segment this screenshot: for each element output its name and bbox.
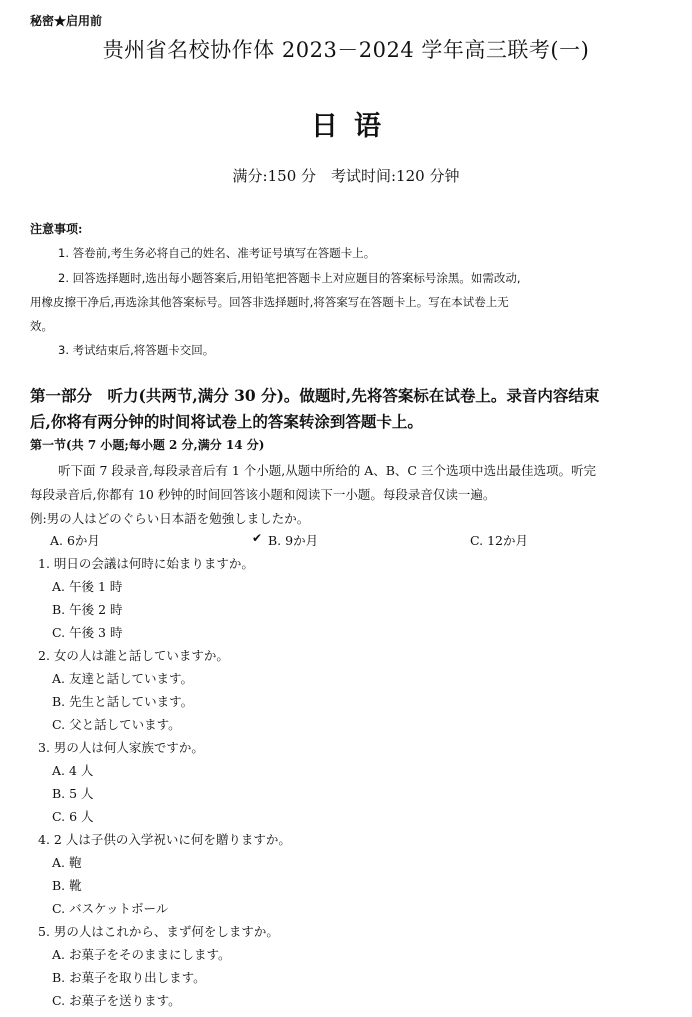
q5-option-c: C. お菓子を送ります。 bbox=[52, 993, 181, 1008]
q1-option-b: B. 午後 2 時 bbox=[52, 602, 123, 617]
q4-option-c: C. バスケットボール bbox=[52, 901, 169, 916]
example-option-a: A. 6か月 bbox=[50, 533, 100, 548]
q1-option-a: A. 午後 1 時 bbox=[52, 579, 123, 594]
instructions: 听下面 7 段录音,每段录音后有 1 个小题,从题中所给的 A、B、C 三个选项中选出最佳选项。听完 bbox=[58, 463, 596, 478]
q2-option-c: C. 父と話しています。 bbox=[52, 717, 181, 732]
note-line: 1. 答卷前,考生务必将自己的姓名、准考证号填写在答题卡上。 bbox=[58, 246, 376, 260]
secret-label: 秘密★启用前 bbox=[30, 14, 103, 28]
q4-option-a: A. 鞄 bbox=[52, 855, 82, 870]
note-line: 效。 bbox=[30, 319, 53, 333]
note-line: 3. 考试结束后,将答题卡交回。 bbox=[58, 343, 215, 357]
section1-heading: 第一节(共 7 小题;每小题 2 分,满分 14 分) bbox=[30, 438, 265, 452]
note-line: 2. 回答选择题时,选出每小题答案后,用铅笔把答题卡上对应题目的答案标号涂黑。如需改动, bbox=[58, 271, 521, 285]
example-option-c: C. 12か月 bbox=[470, 533, 528, 548]
score-info: 满分:150 分 考试时间:120 分钟 bbox=[232, 167, 460, 185]
notes-heading: 注意事项: bbox=[30, 222, 83, 236]
q2-option-a: A. 友達と話しています。 bbox=[52, 671, 193, 686]
q5-option-a: A. お菓子をそのままにします。 bbox=[52, 947, 231, 962]
check-icon: ✔ bbox=[252, 531, 263, 545]
q3-option-c: C. 6 人 bbox=[52, 809, 94, 824]
q3-option-a: A. 4 人 bbox=[52, 763, 94, 778]
q2-option-b: B. 先生と話しています。 bbox=[52, 694, 194, 709]
example-question: 例:男の人はどのぐらい日本語を勉強しましたか。 bbox=[30, 511, 310, 526]
q5-option-b: B. お菓子を取り出します。 bbox=[52, 970, 206, 985]
question-4: 4. 2 人は子供の入学祝いに何を贈りますか。 bbox=[38, 832, 291, 847]
instructions-cont: 每段录音后,你都有 10 秒钟的时间回答该小题和阅读下一小题。每段录音仅读一遍。 bbox=[30, 487, 496, 502]
exam-title: 贵州省名校协作体 2023－2024 学年高三联考(一) bbox=[102, 38, 590, 62]
subject-title: 日语 bbox=[311, 111, 397, 142]
part1-heading-cont: 后,你将有两分钟的时间将试卷上的答案转涂到答题卡上。 bbox=[30, 412, 423, 431]
question-5: 5. 男の人はこれから、まず何をしますか。 bbox=[38, 924, 279, 939]
question-1: 1. 明日の会議は何時に始まりますか。 bbox=[38, 556, 254, 571]
question-3: 3. 男の人は何人家族ですか。 bbox=[38, 740, 204, 755]
question-2: 2. 女の人は誰と話していますか。 bbox=[38, 648, 229, 663]
part1-heading: 第一部分 听力(共两节,满分 30 分)。做题时,先将答案标在试卷上。录音内容结束 bbox=[30, 386, 600, 405]
q1-option-c: C. 午後 3 時 bbox=[52, 625, 123, 640]
note-line: 用橡皮擦干净后,再选涂其他答案标号。回答非选择题时,将答案写在答题卡上。写在本试卷上无 bbox=[30, 295, 509, 309]
q3-option-b: B. 5 人 bbox=[52, 786, 94, 801]
example-option-b: B. 9か月 bbox=[268, 533, 319, 548]
q4-option-b: B. 靴 bbox=[52, 878, 82, 893]
